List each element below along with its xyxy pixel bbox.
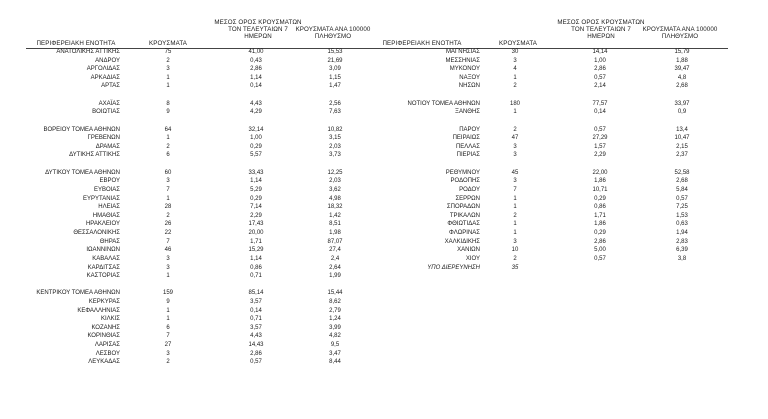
avg-cell: 2,29 <box>250 212 262 219</box>
avg-header-line3: ΗΜΕΡΩΝ <box>244 33 272 40</box>
per100k-cell: 3,8 <box>677 255 687 262</box>
cases-cell: 1 <box>513 204 517 211</box>
avg-cell: 2,14 <box>594 83 606 90</box>
region-cell: ΘΗΡΑΣ <box>99 238 120 245</box>
avg-cell: 14,43 <box>248 342 264 349</box>
region-cell: ΧΑΝΙΩΝ <box>457 247 480 254</box>
region-cell: ΠΕΛΛΑΣ <box>455 143 480 150</box>
region-cell: ΝΑΞΟΥ <box>459 74 480 81</box>
cases-cell: 7 <box>166 238 170 245</box>
avg-cell: 22,00 <box>592 169 608 176</box>
table-row <box>0 169 768 177</box>
right-per100k-header <box>640 26 720 40</box>
per100k-cell: 8,51 <box>329 221 341 228</box>
per100k-cell: 1,47 <box>329 83 341 90</box>
table-row <box>0 272 768 280</box>
avg-cell: 0,29 <box>250 143 262 150</box>
region-cell: ΕΥΡΥΤΑΝΙΑΣ <box>83 195 120 202</box>
per100k-cell: 87,07 <box>327 238 343 245</box>
region-cell: ΗΡΑΚΛΕΙΟΥ <box>85 221 120 228</box>
region-cell: ΦΛΩΡΙΝΑΣ <box>449 230 480 237</box>
avg-cell: 77,57 <box>592 100 608 107</box>
region-cell: ΑΡΓΟΛΙΔΑΣ <box>86 66 120 73</box>
cases-cell: 35 <box>511 264 519 271</box>
table-row <box>0 143 768 151</box>
region-cell: ΥΠΟ ΔΙΕΡΕΥΝΗΣΗ <box>427 264 480 271</box>
avg-header-line3: ΗΜΕΡΩΝ <box>587 33 615 40</box>
region-cell: ΑΝΑΤΟΛΙΚΗΣ ΑΤΤΙΚΗΣ <box>56 49 120 55</box>
cases-cell: 1 <box>166 195 170 202</box>
table-row <box>0 298 768 306</box>
avg-cell: 20,00 <box>248 230 264 237</box>
avg-cell: 3,57 <box>250 324 262 331</box>
left-region-header: ΠΕΡΙΦΕΡΕΙΑΚΗ ΕΝΟΤΗΤΑ <box>36 40 116 47</box>
region-cell: ΣΕΡΡΩΝ <box>455 195 480 202</box>
cases-cell: 3 <box>166 264 170 271</box>
table-row <box>0 195 768 203</box>
avg-header-line1: ΜΕΣΟΣ ΟΡΟΣ ΚΡΟΥΣΜΑΤΩΝ <box>214 19 302 26</box>
avg-cell: 0,43 <box>250 57 262 64</box>
cases-cell: 180 <box>509 100 520 107</box>
region-cell: ΛΕΣΒΟΥ <box>95 350 120 357</box>
avg-cell: 27,29 <box>592 135 608 142</box>
avg-cell: 0,71 <box>250 273 262 280</box>
cases-cell: 10 <box>511 247 519 254</box>
cases-cell: 3 <box>513 238 517 245</box>
table-row <box>0 281 768 289</box>
region-cell: ΧΑΛΚΙΔΙΚΗΣ <box>444 238 480 245</box>
avg-cell: 0,29 <box>594 195 606 202</box>
per100k-cell: 8,62 <box>329 298 341 305</box>
region-cell: ΡΟΔΟΠΗΣ <box>450 178 480 185</box>
cases-cell: 3 <box>166 255 170 262</box>
region-cell: ΜΑΓΝΗΣΙΑΣ <box>445 49 480 55</box>
cases-cell: 8 <box>166 100 170 107</box>
cases-cell: 26 <box>164 221 172 228</box>
avg-cell: 32,14 <box>248 126 264 133</box>
avg-cell: 0,14 <box>250 307 262 314</box>
avg-cell: 0,14 <box>250 83 262 90</box>
avg-cell: 0,14 <box>594 109 606 116</box>
cases-cell: 2 <box>166 359 170 366</box>
avg-cell: 5,57 <box>250 152 262 159</box>
cases-cell: 3 <box>513 57 517 64</box>
table-row <box>0 238 768 246</box>
region-cell: ΗΜΑΘΙΑΣ <box>92 212 120 219</box>
region-cell: ΛΕΥΚΑΔΑΣ <box>88 359 120 366</box>
cases-cell: 4 <box>513 66 517 73</box>
avg-cell: 4,43 <box>250 333 262 340</box>
avg-cell: 0,57 <box>594 74 606 81</box>
per100k-cell: 2,79 <box>329 307 341 314</box>
table-row <box>0 315 768 323</box>
region-cell: ΠΑΡΟΥ <box>459 126 480 133</box>
right-cases-header: ΚΡΟΥΣΜΑΤΑ <box>499 40 537 47</box>
table-row <box>0 57 768 65</box>
per100k-cell: 1,94 <box>676 230 688 237</box>
avg-cell: 0,71 <box>250 316 262 323</box>
per100k-cell: 2,68 <box>676 178 688 185</box>
region-cell: ΡΟΔΟΥ <box>459 186 480 193</box>
avg-cell: 0,86 <box>594 204 606 211</box>
avg-cell: 33,43 <box>248 169 264 176</box>
avg-cell: 85,14 <box>248 290 264 297</box>
per100k-cell: 52,58 <box>674 169 690 176</box>
per100k-cell: 15,53 <box>327 49 343 55</box>
avg-cell: 1,00 <box>250 135 262 142</box>
cases-cell: 45 <box>511 169 519 176</box>
per100k-cell: 4,98 <box>329 195 341 202</box>
per100k-cell: 3,73 <box>329 152 341 159</box>
table-row <box>0 246 768 254</box>
per100k-cell: 10,82 <box>327 126 343 133</box>
region-cell: ΕΥΒΟΙΑΣ <box>93 186 120 193</box>
cases-cell: 2 <box>166 57 170 64</box>
avg-cell: 2,86 <box>250 350 262 357</box>
region-cell: ΠΕΙΡΑΙΩΣ <box>452 135 480 142</box>
per100k-header-line2: ΠΛΗΘΥΣΜΟ <box>661 33 699 40</box>
avg-cell: 2,86 <box>594 238 606 245</box>
region-cell: ΚΙΛΚΙΣ <box>100 316 120 323</box>
per100k-cell: 4,8 <box>677 74 687 81</box>
per100k-cell: 2,56 <box>329 100 341 107</box>
cases-cell: 47 <box>511 135 519 142</box>
cases-cell: 7 <box>166 186 170 193</box>
per100k-cell: 15,44 <box>327 290 343 297</box>
left-cases-header: ΚΡΟΥΣΜΑΤΑ <box>149 40 187 47</box>
cases-cell: 3 <box>166 178 170 185</box>
per100k-cell: 4,82 <box>329 333 341 340</box>
table-row <box>0 350 768 358</box>
table-row <box>0 100 768 108</box>
table-row <box>0 212 768 220</box>
region-cell: ΝΗΣΩΝ <box>458 83 480 90</box>
per100k-cell: 3,62 <box>329 186 341 193</box>
per100k-cell: 27,4 <box>329 247 341 254</box>
per100k-cell: 2,64 <box>329 264 341 271</box>
cases-cell: 9 <box>166 298 170 305</box>
avg-cell: 1,86 <box>594 178 606 185</box>
table-row <box>0 186 768 194</box>
table-row <box>0 255 768 263</box>
region-cell: ΙΩΑΝΝΙΝΩΝ <box>86 247 120 254</box>
avg-cell: 10,71 <box>592 186 608 193</box>
table-row <box>0 332 768 340</box>
region-cell: ΣΠΟΡΑΔΩΝ <box>446 204 480 211</box>
avg-cell: 5,29 <box>250 186 262 193</box>
cases-cell: 6 <box>166 324 170 331</box>
table-row <box>0 341 768 349</box>
cases-cell: 64 <box>164 126 172 133</box>
region-cell: ΚΑΣΤΟΡΙΑΣ <box>86 273 120 280</box>
per100k-cell: 8,44 <box>329 359 341 366</box>
per100k-cell: 1,53 <box>676 212 688 219</box>
avg-cell: 4,29 <box>250 109 262 116</box>
region-cell: ΡΕΘΥΜΝΟΥ <box>445 169 480 176</box>
region-cell: ΛΑΡΙΣΑΣ <box>94 342 120 349</box>
per100k-cell: 2,68 <box>676 83 688 90</box>
avg-cell: 1,57 <box>594 143 606 150</box>
region-cell: ΑΧΑΪΑΣ <box>98 100 120 107</box>
region-cell: ΘΕΣΣΑΛΟΝΙΚΗΣ <box>73 230 120 237</box>
per100k-cell: 5,84 <box>676 186 688 193</box>
per100k-header-line2: ΠΛΗΘΥΣΜΟ <box>314 33 352 40</box>
per100k-cell: 33,97 <box>674 100 690 107</box>
per100k-cell: 2,4 <box>330 255 340 262</box>
table-row <box>0 108 768 116</box>
avg-cell: 0,29 <box>594 230 606 237</box>
per100k-cell: 2,15 <box>676 143 688 150</box>
table-row <box>0 151 768 159</box>
table-row <box>0 324 768 332</box>
cases-cell: 3 <box>513 178 517 185</box>
per100k-cell: 0,57 <box>676 195 688 202</box>
cases-cell: 1 <box>513 74 517 81</box>
per100k-cell: 39,47 <box>674 66 690 73</box>
region-cell: ΑΡΚΑΔΙΑΣ <box>90 74 120 81</box>
region-cell: ΞΑΝΘΗΣ <box>455 109 480 116</box>
table-row <box>0 126 768 134</box>
table-row <box>0 134 768 142</box>
avg-cell: 1,14 <box>250 255 262 262</box>
cases-cell: 3 <box>513 152 517 159</box>
cases-cell: 1 <box>513 195 517 202</box>
avg-header-line2: ΤΟΝ ΤΕΛΕΥΤΑΙΩΝ 7 <box>228 26 288 33</box>
avg-cell: 4,43 <box>250 100 262 107</box>
region-cell: ΚΟΡΙΝΘΙΑΣ <box>87 333 120 340</box>
cases-cell: 2 <box>513 126 517 133</box>
per100k-cell: 13,4 <box>676 126 688 133</box>
per100k-cell: 1,24 <box>329 316 341 323</box>
cases-cell: 6 <box>166 152 170 159</box>
cases-cell: 3 <box>513 143 517 150</box>
avg-cell: 15,29 <box>248 247 264 254</box>
table-row <box>0 82 768 90</box>
avg-cell: 14,14 <box>592 49 608 55</box>
cases-cell: 28 <box>164 204 172 211</box>
per100k-cell: 7,25 <box>676 204 688 211</box>
right-avg-header <box>556 19 646 40</box>
avg-cell: 1,71 <box>250 238 262 245</box>
cases-cell: 1 <box>513 109 517 116</box>
cases-cell: 1 <box>166 74 170 81</box>
cases-cell: 75 <box>164 49 172 55</box>
right-region-header: ΠΕΡΙΦΕΡΕΙΑΚΗ ΕΝΟΤΗΤΑ <box>382 40 462 47</box>
cases-cell: 1 <box>166 83 170 90</box>
region-cell: ΑΝΔΡΟΥ <box>95 57 120 64</box>
avg-cell: 1,00 <box>594 57 606 64</box>
region-cell: ΜΥΚΟΝΟΥ <box>449 66 480 73</box>
region-cell: ΠΙΕΡΙΑΣ <box>456 152 480 159</box>
per100k-cell: 15,79 <box>674 49 690 55</box>
cases-cell: 60 <box>164 169 172 176</box>
table-row <box>0 203 768 211</box>
per100k-cell: 3,99 <box>329 324 341 331</box>
region-cell: ΒΟΙΩΤΙΑΣ <box>92 109 120 116</box>
avg-cell: 1,14 <box>250 178 262 185</box>
cases-cell: 3 <box>166 350 170 357</box>
region-cell: ΚΕΡΚΥΡΑΣ <box>88 298 120 305</box>
table-row <box>0 117 768 125</box>
table-row <box>0 289 768 297</box>
left-per100k-header <box>293 26 373 40</box>
cases-cell: 2 <box>166 143 170 150</box>
region-cell: ΚΕΝΤΡΙΚΟΥ ΤΟΜΕΑ ΑΘΗΝΩΝ <box>36 290 120 297</box>
per100k-cell: 3,47 <box>329 350 341 357</box>
table-row <box>0 65 768 73</box>
avg-cell: 0,29 <box>250 195 262 202</box>
region-cell: ΚΟΖΑΝΗΣ <box>91 324 120 331</box>
per100k-header-line1: ΚΡΟΥΣΜΑΤΑ ΑΝΑ 100000 <box>295 26 371 33</box>
cases-cell: 22 <box>164 230 172 237</box>
left-avg-header <box>213 19 303 40</box>
region-cell: ΕΒΡΟΥ <box>99 178 120 185</box>
per100k-cell: 2,03 <box>329 143 341 150</box>
table-row <box>0 307 768 315</box>
per100k-cell: 2,03 <box>329 178 341 185</box>
cases-cell: 2 <box>166 212 170 219</box>
cases-cell: 30 <box>511 49 519 55</box>
table-row <box>0 229 768 237</box>
per100k-cell: 1,88 <box>676 57 688 64</box>
region-cell: ΗΛΕΙΑΣ <box>98 204 120 211</box>
cases-cell: 46 <box>164 247 172 254</box>
per100k-cell: 0,63 <box>676 221 688 228</box>
table-row <box>0 160 768 168</box>
cases-cell: 1 <box>166 135 170 142</box>
region-cell: ΒΟΡΕΙΟΥ ΤΟΜΕΑ ΑΘΗΝΩΝ <box>43 126 120 133</box>
per100k-cell: 1,15 <box>329 74 341 81</box>
table-row <box>0 220 768 228</box>
cases-cell: 2 <box>513 83 517 90</box>
avg-cell: 2,29 <box>594 152 606 159</box>
region-cell: ΚΕΦΑΛΛΗΝΙΑΣ <box>77 307 120 314</box>
per100k-cell: 2,37 <box>676 152 688 159</box>
cases-cell: 1 <box>166 273 170 280</box>
cases-cell: 7 <box>513 186 517 193</box>
cases-cell: 7 <box>166 333 170 340</box>
cases-cell: 9 <box>166 109 170 116</box>
per100k-cell: 6,39 <box>676 247 688 254</box>
avg-cell: 17,43 <box>248 221 264 228</box>
per100k-cell: 1,42 <box>329 212 341 219</box>
per100k-cell: 1,99 <box>329 273 341 280</box>
region-cell: ΦΘΙΩΤΙΔΑΣ <box>447 221 480 228</box>
per100k-cell: 10,47 <box>674 135 690 142</box>
table-row <box>0 48 768 56</box>
avg-cell: 0,57 <box>594 126 606 133</box>
avg-cell: 3,57 <box>250 298 262 305</box>
cases-cell: 27 <box>164 342 172 349</box>
per100k-cell: 18,32 <box>327 204 343 211</box>
per100k-cell: 2,83 <box>676 238 688 245</box>
per100k-cell: 21,69 <box>327 57 343 64</box>
cases-cell: 2 <box>513 255 517 262</box>
avg-cell: 0,86 <box>250 264 262 271</box>
avg-cell: 5,00 <box>594 247 606 254</box>
table-row <box>0 91 768 99</box>
per100k-cell: 3,09 <box>329 66 341 73</box>
avg-cell: 1,86 <box>594 221 606 228</box>
avg-cell: 1,71 <box>594 212 606 219</box>
table-row <box>0 358 768 366</box>
cases-cell: 1 <box>166 316 170 323</box>
cases-cell: 1 <box>513 230 517 237</box>
cases-cell: 1 <box>166 307 170 314</box>
avg-cell: 0,57 <box>250 359 262 366</box>
region-cell: ΔΡΑΜΑΣ <box>95 143 120 150</box>
avg-cell: 7,14 <box>250 204 262 211</box>
region-cell: ΤΡΙΚΑΛΩΝ <box>449 212 480 219</box>
per100k-cell: 9,5 <box>330 342 340 349</box>
per100k-header-line1: ΚΡΟΥΣΜΑΤΑ ΑΝΑ 100000 <box>642 26 718 33</box>
region-cell: ΧΙΟΥ <box>465 255 480 262</box>
per100k-cell: 1,98 <box>329 230 341 237</box>
per100k-cell: 7,63 <box>329 109 341 116</box>
per100k-cell: 0,9 <box>677 109 687 116</box>
table-row <box>0 264 768 272</box>
avg-cell: 0,57 <box>594 255 606 262</box>
cases-cell: 3 <box>166 66 170 73</box>
per100k-cell: 12,25 <box>327 169 343 176</box>
region-cell: ΔΥΤΙΚΗΣ ΑΤΤΙΚΗΣ <box>69 152 120 159</box>
avg-cell: 2,86 <box>250 66 262 73</box>
avg-cell: 1,14 <box>250 74 262 81</box>
avg-header-line2: ΤΟΝ ΤΕΛΕΥΤΑΙΩΝ 7 <box>571 26 631 33</box>
region-cell: ΑΡΤΑΣ <box>101 83 120 90</box>
per100k-cell: 3,15 <box>329 135 341 142</box>
avg-cell: 41,00 <box>248 49 264 55</box>
region-cell: ΓΡΕΒΕΝΩΝ <box>87 135 120 142</box>
cases-cell: 159 <box>162 290 173 297</box>
region-cell: ΔΥΤΙΚΟΥ ΤΟΜΕΑ ΑΘΗΝΩΝ <box>45 169 120 176</box>
region-cell: ΚΑΡΔΙΤΣΑΣ <box>87 264 120 271</box>
table-row <box>0 74 768 82</box>
cases-cell: 2 <box>513 212 517 219</box>
cases-cell: 1 <box>513 221 517 228</box>
table-row <box>0 177 768 185</box>
avg-cell: 2,86 <box>594 66 606 73</box>
region-cell: ΝΟΤΙΟΥ ΤΟΜΕΑ ΑΘΗΝΩΝ <box>407 100 480 107</box>
region-cell: ΜΕΣΣΗΝΙΑΣ <box>445 57 480 64</box>
avg-header-line1: ΜΕΣΟΣ ΟΡΟΣ ΚΡΟΥΣΜΑΤΩΝ <box>557 19 645 26</box>
region-cell: ΚΑΒΑΛΑΣ <box>92 255 120 262</box>
